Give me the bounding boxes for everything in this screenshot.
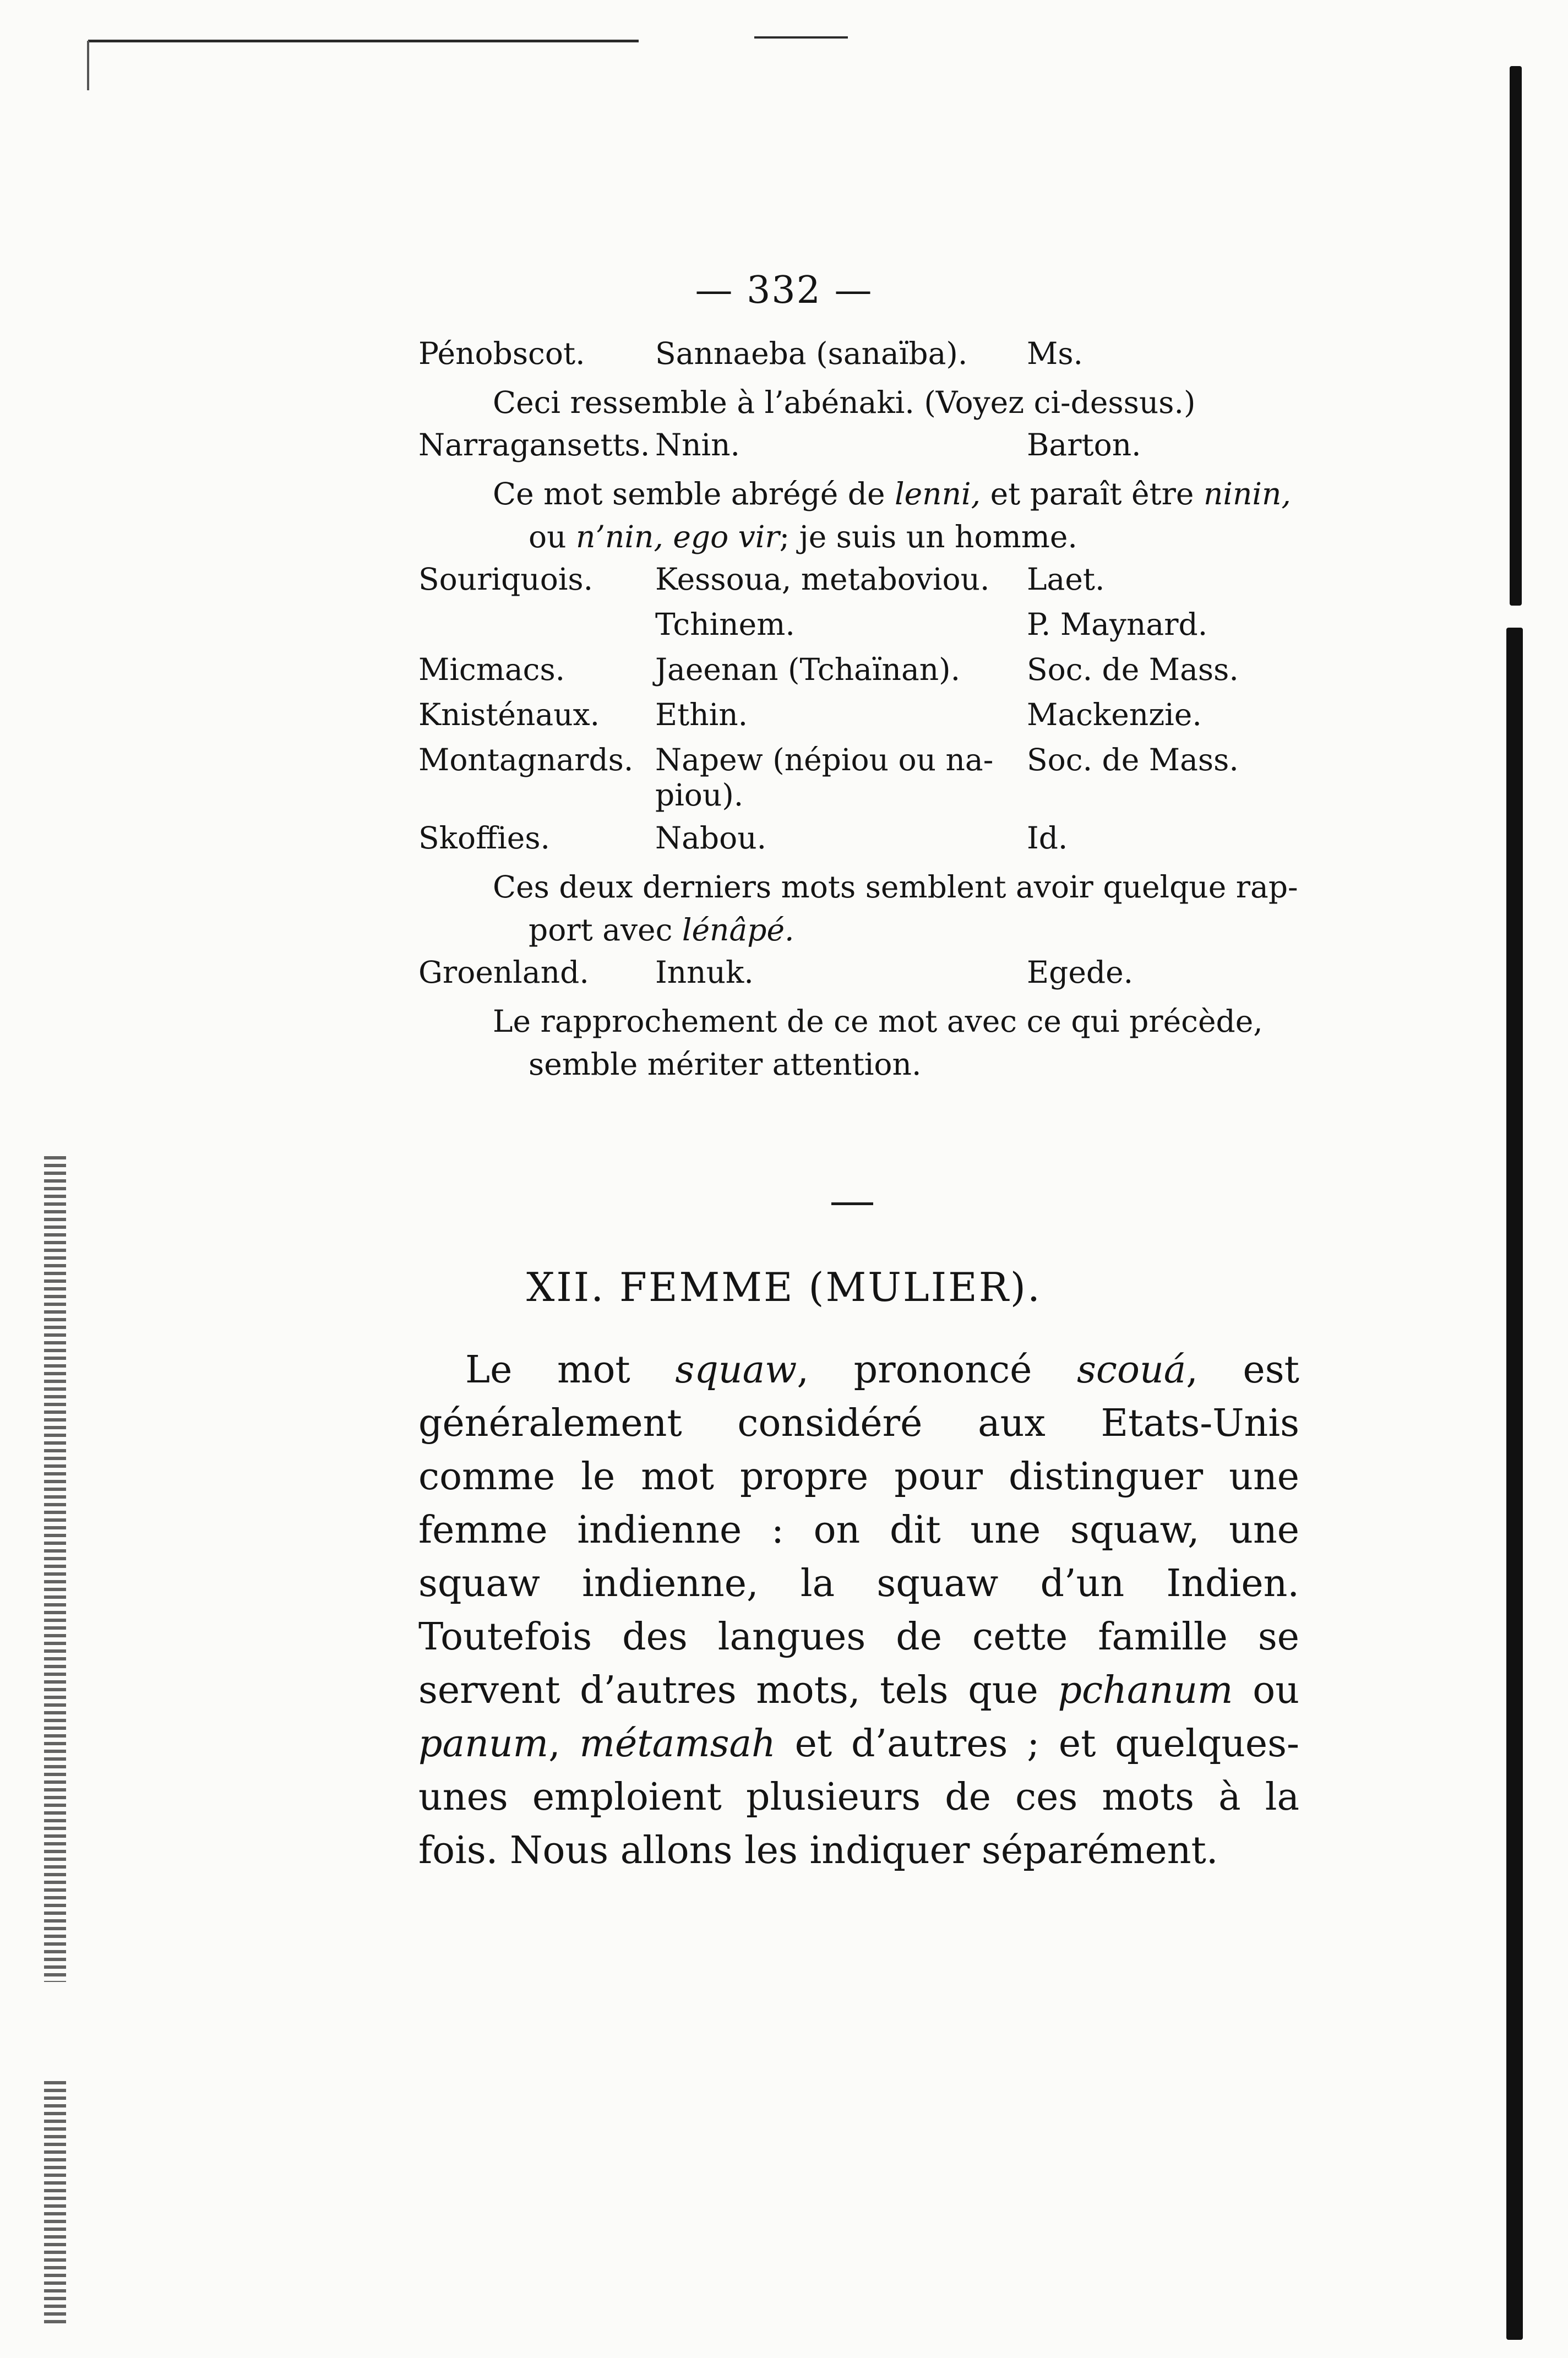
- language-name: Skoffies.: [418, 820, 551, 856]
- word-form: Sannaeba (sanaïba).: [655, 336, 968, 371]
- note-italic: ninin,: [1203, 476, 1291, 511]
- source: Id.: [1027, 820, 1068, 856]
- paragraph-italic: métamsah: [579, 1722, 776, 1766]
- page-edge-shadow: [1510, 66, 1522, 606]
- paragraph-text: et d’autres ; et quelques-unes emploient plusieurs de ces mots à la fois. Nous allons les indiquer séparément.: [418, 1722, 1300, 1872]
- note-text: Ces deux derniers mots semblent avoir quelque rap-: [493, 869, 1298, 905]
- language-name: Knisténaux.: [418, 697, 600, 732]
- language-name: Souriquois.: [418, 562, 594, 597]
- source: Ms.: [1027, 336, 1084, 371]
- language-name: Pénobscot.: [418, 336, 585, 371]
- word-form: Nabou.: [655, 820, 767, 856]
- note-text: Le rapprochement de ce mot avec ce qui précède,: [493, 1004, 1263, 1039]
- language-name: Groenland.: [418, 955, 589, 990]
- list-item: [418, 427, 1299, 472]
- word-form: Nnin.: [655, 427, 741, 462]
- language-name: Montagnards.: [418, 742, 634, 777]
- word-form: Kessoua, metaboviou.: [655, 562, 990, 597]
- word-form: Innuk.: [655, 955, 754, 990]
- paragraph-italic: pchanum: [1058, 1669, 1233, 1712]
- note: [418, 865, 1299, 951]
- scan-edge-line: [754, 36, 848, 39]
- word-form: Napew (népiou ou na-piou).: [655, 742, 994, 813]
- scan-noise: [44, 2081, 66, 2323]
- language-name: Narragansetts.: [418, 427, 650, 462]
- list-item: [418, 742, 1299, 820]
- body-paragraph: [418, 1343, 1299, 1877]
- source: Mackenzie.: [1027, 697, 1202, 732]
- note-text: semble mériter attention.: [529, 1047, 922, 1082]
- paragraph-italic: scouá: [1077, 1348, 1186, 1392]
- note-italic: lénâpé.: [682, 912, 794, 947]
- paragraph-text: Le mot: [465, 1348, 676, 1392]
- word-form: Tchinem.: [655, 607, 795, 642]
- note-text: Ce mot semble abrégé de: [493, 476, 895, 511]
- word-form: Jaeenan (Tchaïnan).: [655, 652, 961, 687]
- scan-edge-line: [87, 41, 89, 90]
- paragraph-text: ou: [1233, 1669, 1299, 1712]
- list-item: [418, 336, 1299, 381]
- list-item: [418, 607, 1299, 652]
- paragraph-text: , est généralement considéré aux Etats-Unis comme le mot propre pour distinguer une femme indienne : on dit une squaw, une squaw indienne, la squaw d’un Indien. Toutefois des langues de cette famille se servent d’autres mots, tels que: [418, 1348, 1299, 1712]
- page-number: — 332 —: [695, 269, 873, 312]
- paragraph-text: ,: [548, 1722, 580, 1766]
- page-edge-shadow: [1506, 628, 1523, 2340]
- note: [418, 1000, 1299, 1086]
- section-heading: XII. FEMME (MULIER).: [526, 1264, 1042, 1310]
- source: Soc. de Mass.: [1027, 742, 1239, 777]
- section-divider: [831, 1202, 873, 1205]
- note-text: port avec: [529, 912, 682, 947]
- scan-edge-line: [88, 40, 639, 42]
- note-italic: lenni,: [895, 476, 981, 511]
- word-form: Ethin.: [655, 697, 748, 732]
- list-item: [418, 820, 1299, 865]
- language-name: Micmacs.: [418, 652, 565, 687]
- note: [418, 472, 1299, 558]
- note-text: ; je suis un homme.: [779, 519, 1077, 554]
- source: Soc. de Mass.: [1027, 652, 1239, 687]
- source: Barton.: [1027, 427, 1141, 462]
- list-item: [418, 652, 1299, 697]
- list-item: [418, 562, 1299, 607]
- source: Egede.: [1027, 955, 1134, 990]
- vocabulary-list: [418, 336, 1299, 1089]
- note-text: et paraît être: [981, 476, 1204, 511]
- list-item: [418, 955, 1299, 1000]
- note-text: ou: [529, 519, 576, 554]
- paragraph-italic: squaw: [675, 1348, 797, 1392]
- paragraph-italic: panum: [418, 1722, 549, 1766]
- source: P. Maynard.: [1027, 607, 1208, 642]
- note-italic: n’nin, ego vir: [576, 519, 780, 554]
- paragraph-text: , prononcé: [797, 1348, 1077, 1392]
- source: Laet.: [1027, 562, 1105, 597]
- note: Ceci ressemble à l’abénaki. (Voyez ci-dessus.): [493, 385, 1196, 420]
- list-item: [418, 697, 1299, 742]
